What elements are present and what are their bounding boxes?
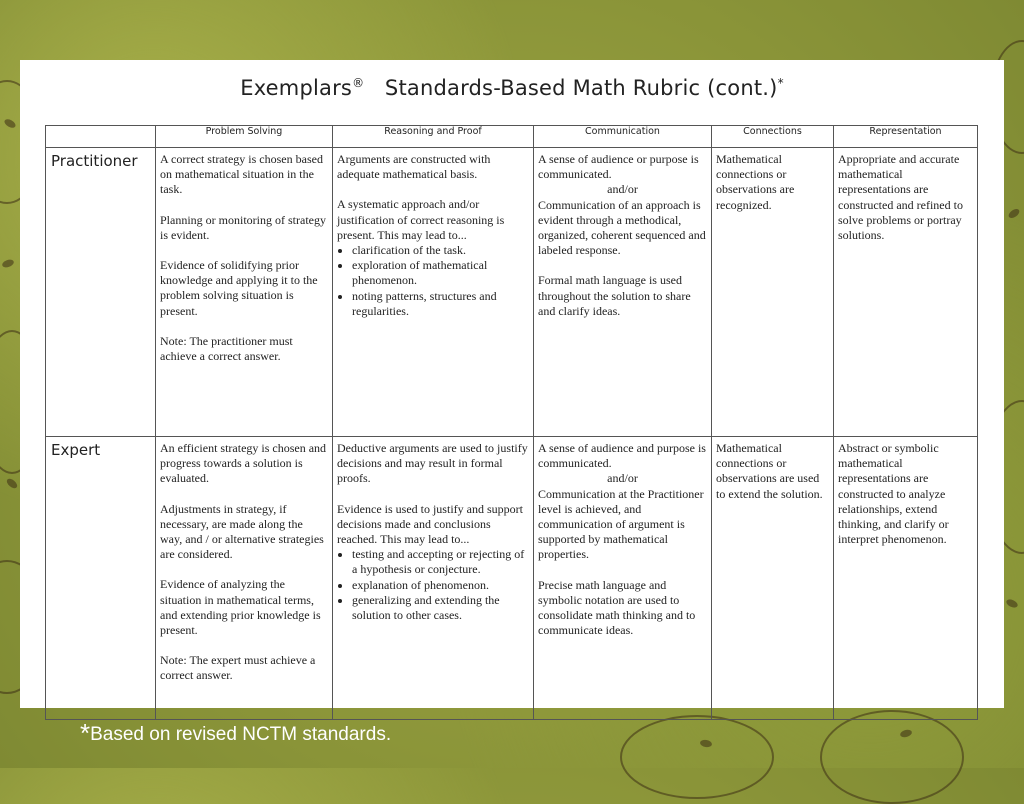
list-item: • exploration of mathematical phenomenon. [352, 258, 529, 288]
cell-text: Note: The practitioner must achieve a correct answer. [160, 333, 293, 364]
cell-text: Communication at the Practitioner level is achieved, and communication of argument is supported by mathematical properties. [538, 486, 704, 562]
cell-text: Appropriate and accurate mathematical representations are constructed and refined to solve problems or portray solutions. [838, 152, 963, 243]
cell-text: Evidence of analyzing the situation in mathematical terms, and extending prior knowledge is present. [160, 577, 321, 638]
cell-text: Planning or monitoring of strategy is evident. [160, 212, 326, 242]
column-header: Problem Solving [156, 126, 333, 148]
header-corner [46, 126, 156, 148]
cell-text: A sense of audience or purpose is communicated. [538, 152, 699, 182]
registered-mark: ® [352, 76, 365, 90]
column-header: Communication [534, 126, 712, 148]
and-or-text: and/or [607, 182, 638, 197]
cell-text: Mathematical connections or observations are recognized. [716, 152, 795, 212]
list-item: • generalizing and extending the solution to other cases. [352, 593, 529, 623]
table-row-practitioner [46, 148, 978, 437]
column-header: Reasoning and Proof [333, 126, 534, 148]
cell-communication [534, 437, 712, 720]
cell-reasoning [333, 437, 534, 720]
cell-text: Abstract or symbolic mathematical representations are constructed to analyze relationships, extend thinking, and clarify or interpret phenomenon. [838, 441, 949, 547]
cell-connections [712, 437, 834, 720]
cell-text: Adjustments in strategy, if necessary, are made along the way, and / or alternative strategies are considered. [160, 501, 324, 562]
cell-problem-solving [156, 148, 333, 437]
cell-text: A sense of audience and purpose is communicated. [538, 441, 706, 471]
cell-text: Evidence is used to justify and support decisions made and conclusions reached. This may lead to... [337, 501, 523, 547]
cell-representation [834, 148, 978, 437]
list-item: • explanation of phenomenon. [352, 578, 529, 593]
cell-text: Deductive arguments are used to justify decisions and may result in formal proofs. [337, 441, 528, 486]
row-level-label: Practitioner [46, 148, 156, 437]
list-item: • testing and accepting or rejecting of a hypothesis or conjecture. [352, 547, 529, 577]
cell-text: Communication of an approach is evident through a methodical, organized, coherent sequenced and labeled response. [538, 197, 706, 258]
title-rest: Standards-Based Math Rubric (cont.) [384, 76, 778, 100]
cell-text: Arguments are constructed with adequate mathematical basis. [337, 152, 491, 182]
column-header: Connections [712, 126, 834, 148]
cell-communication [534, 148, 712, 437]
cell-text: Evidence of solidifying prior knowledge and applying it to the problem solving situation is present. [160, 258, 318, 318]
cell-text: Note: The expert must achieve a correct answer. [160, 653, 316, 683]
footnote [80, 718, 391, 749]
list-item: • clarification of the task. [352, 243, 529, 258]
cell-representation [834, 437, 978, 720]
cell-reasoning [333, 148, 534, 437]
title-brand: Exemplars [240, 76, 353, 100]
bullet-list [337, 547, 529, 623]
cell-connections [712, 148, 834, 437]
cell-text: An efficient strategy is chosen and progress towards a solution is evaluated. [160, 441, 327, 486]
table-row-expert [46, 437, 978, 720]
list-item: • noting patterns, structures and regularities. [352, 289, 529, 319]
page-title [20, 76, 1004, 100]
cell-text: Precise math language and symbolic notation are used to consolidate math thinking and to communicate ideas. [538, 577, 696, 638]
slide-content [20, 60, 1004, 708]
footnote-asterisk: * [80, 718, 91, 748]
header-row [46, 126, 978, 148]
bullet-list [337, 243, 529, 319]
title-asterisk: * [777, 76, 784, 90]
rubric-table [45, 125, 978, 720]
cell-text: A systematic approach and/or justification of correct reasoning is present. This may lead to... [337, 197, 505, 242]
column-header: Representation [834, 126, 978, 148]
and-or-text: and/or [607, 471, 638, 486]
row-level-label: Expert [46, 437, 156, 720]
footnote-text: Based on revised NCTM standards. [90, 724, 392, 745]
cell-text: A correct strategy is chosen based on mathematical situation in the task. [160, 152, 323, 197]
cell-text: Formal math language is used throughout the solution to share and clarify ideas. [538, 273, 691, 318]
cell-problem-solving [156, 437, 333, 720]
cell-text: Mathematical connections or observations are used to extend the solution. [716, 441, 823, 501]
